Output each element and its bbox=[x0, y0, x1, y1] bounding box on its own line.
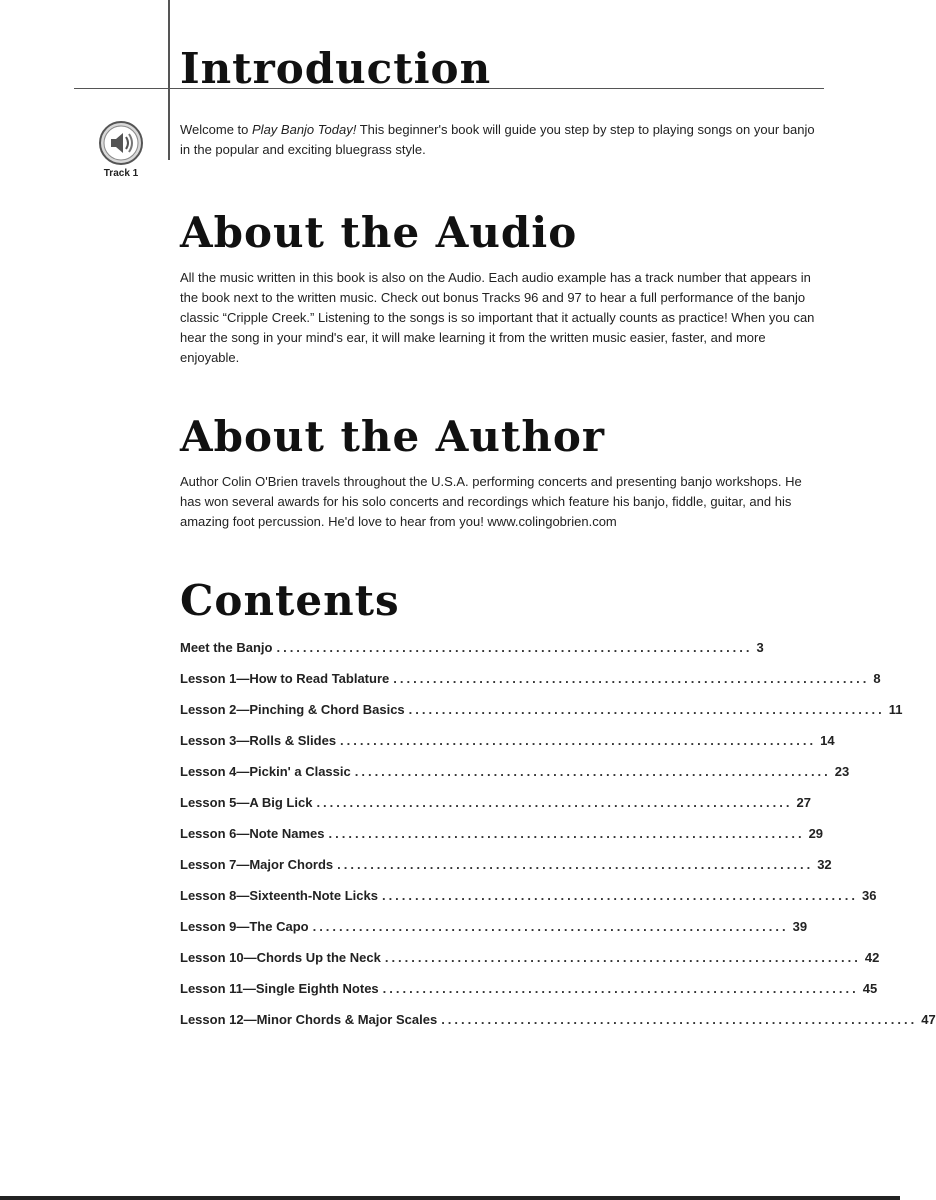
toc-entry[interactable]: Lesson 3—Rolls & Slides ........................................................................ 14 bbox=[180, 733, 835, 748]
introduction-text: Welcome to Play Banjo Today! This beginner's book will guide you step by step to playing songs on your banjo in the popular and exciting bluegrass style. bbox=[180, 122, 815, 157]
toc-entry[interactable]: Lesson 1—How to Read Tablature ........................................................................ 8 bbox=[180, 671, 881, 686]
toc-entry[interactable]: Lesson 9—The Capo ........................................................................ 39 bbox=[180, 919, 808, 934]
speaker-icon bbox=[98, 120, 144, 166]
about-author-text: Author Colin O'Brien travels throughout the U.S.A. performing concerts and presenting banjo workshops. He has won several awards for his solo concerts and recordings which feature his banjo, fiddle, guitar, and his amazing foot percussion. He'd love to hear from you! www.colingobrien.com bbox=[180, 474, 802, 529]
toc-entry[interactable]: Lesson 12—Minor Chords & Major Scales ........................................................................ 47 bbox=[180, 1012, 936, 1027]
toc-entry[interactable]: Lesson 11—Single Eighth Notes ........................................................................ 45 bbox=[180, 981, 878, 996]
toc-entry[interactable]: Meet the Banjo ........................................................................ 3 bbox=[180, 640, 764, 655]
about-audio-heading: About the Audio bbox=[180, 208, 578, 257]
contents-heading: Contents bbox=[180, 576, 400, 625]
toc-entry[interactable]: Lesson 6—Note Names ........................................................................ 29 bbox=[180, 826, 824, 841]
vertical-rule bbox=[168, 0, 170, 160]
toc-entry[interactable]: Lesson 10—Chords Up the Neck ........................................................................ 42 bbox=[180, 950, 880, 965]
toc-entry[interactable]: Lesson 7—Major Chords ........................................................................ 32 bbox=[180, 857, 832, 872]
track-1-audio[interactable] bbox=[96, 120, 146, 179]
track-label: Track 1 bbox=[103, 168, 139, 179]
book-title: Play Banjo Today! bbox=[252, 122, 357, 137]
toc-entry[interactable]: Lesson 8—Sixteenth-Note Licks ........................................................................ 36 bbox=[180, 888, 877, 903]
introduction-heading: Introduction bbox=[180, 44, 492, 93]
toc-entry[interactable]: Lesson 4—Pickin' a Classic ........................................................................ 23 bbox=[180, 764, 850, 779]
toc-entry[interactable]: Lesson 2—Pinching & Chord Basics ........................................................................ 11 bbox=[180, 702, 903, 717]
table-of-contents bbox=[180, 640, 936, 1043]
about-author-heading: About the Author bbox=[180, 412, 606, 461]
toc-entry[interactable]: Lesson 5—A Big Lick ........................................................................ 27 bbox=[180, 795, 811, 810]
bottom-border bbox=[0, 1196, 900, 1200]
about-audio-text: All the music written in this book is also on the Audio. Each audio example has a track number that appears in the book next to the written music. Check out bonus Tracks 96 and 97 to hear a full performance of the banjo classic “Cripple Creek.” Listening to the songs is so important that it actually counts as practice! When you can hear the song in your mind's ear, it will make learning it from the written music easier, faster, and more enjoyable. bbox=[180, 270, 815, 365]
